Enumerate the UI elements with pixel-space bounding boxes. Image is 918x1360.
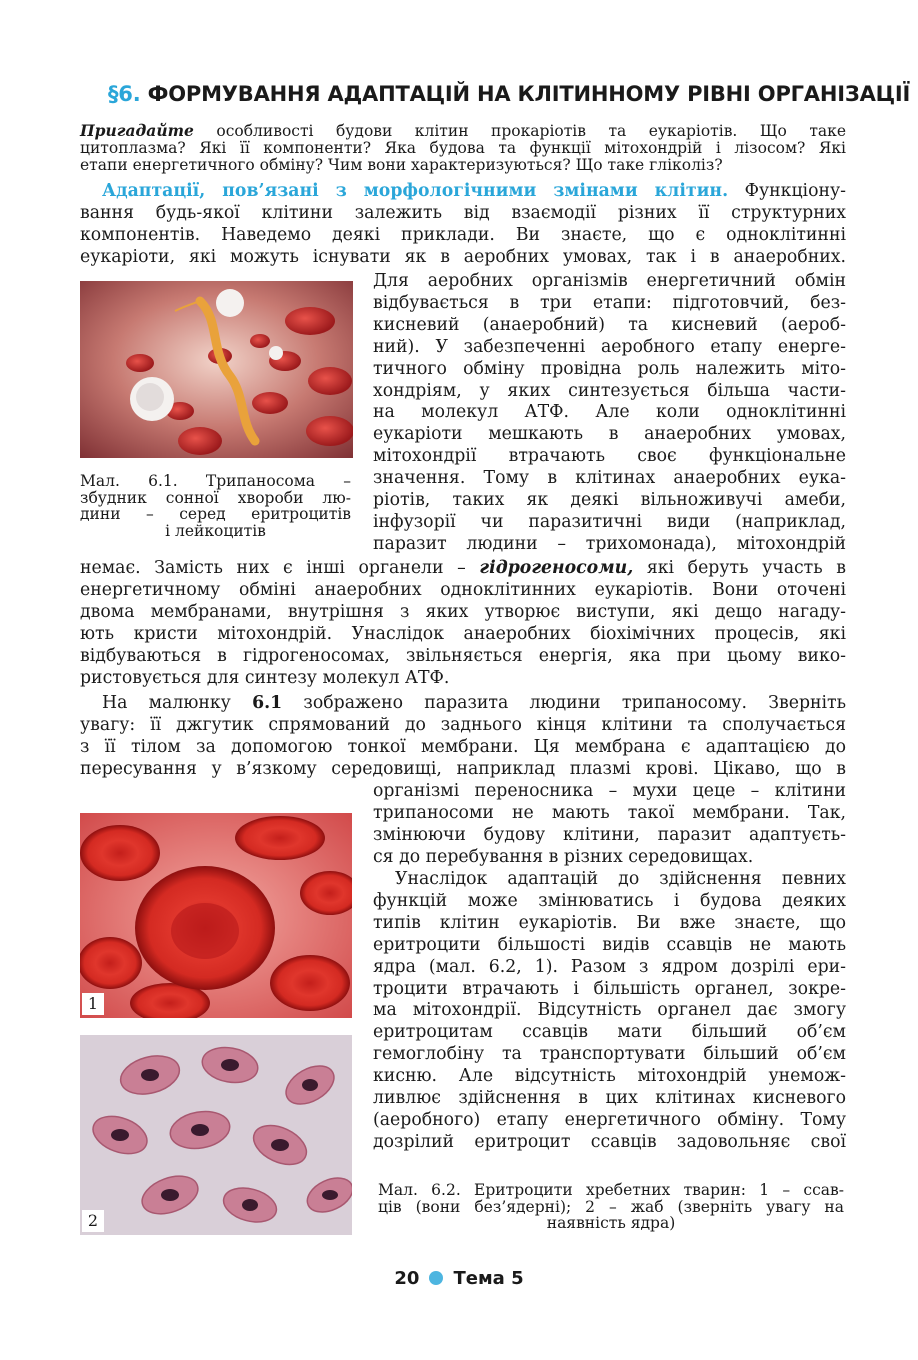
footer-bullet-icon <box>429 1271 443 1285</box>
section-heading <box>108 82 911 106</box>
topic-label: Тема 5 <box>453 1268 524 1289</box>
subheading: Адаптації, пов’язані з морфологічними змінами клітин. <box>102 181 729 201</box>
figure-6-1-trypanosoma-image <box>80 281 353 458</box>
paragraph-2: немає. Замість них є інші органели – гідрогеносоми, які беруть участь в енергетичному обміні анаеробних одноклітинних еукаріотів. Вони оточені двома мембранами, внутрішня з яких утворює виступи, які дещо нагаду- ють кристи мітохондрій. Унаслідок анаеробних біохімічних процесів, які відбуваються в гідрогеносомах, звільняється енергія, яка при цьому вико- ристовується для синтезу молекул АТФ. <box>80 558 846 688</box>
figure-6-2-frog-erythrocytes-image <box>80 1035 352 1235</box>
figure-ref-6-1: 6.1 <box>252 693 283 713</box>
recall-block <box>80 122 846 174</box>
section-title: ФОРМУВАННЯ АДАПТАЦІЙ НА КЛІТИННОМУ РІВНІ ОРГАНІЗАЦІЇ <box>147 82 911 106</box>
recall-line-3: етапи енергетичного обміну? Чим вони характеризуються? Що таке гліколіз? <box>80 156 723 174</box>
section-number: §6. <box>108 82 141 106</box>
figure-badge-1: 1 <box>82 993 104 1015</box>
recall-lead: Пригадайте <box>80 121 194 140</box>
recall-line-2: цитоплазма? Які її компоненти? Яка будова та функції мітохондрій і лізосом? Які <box>80 139 846 157</box>
column-text-2: організмі переносника – мухи цеце – клітини трипаносоми не мають такої мембрани. Так, змінюючи будову клітини, паразит адаптуєть- ся до перебування в різних середовищах. <box>373 781 846 867</box>
column-text-3: Унаслідок адаптацій до здійснення певних функцій може змінюватись і будова деяких типів клітин еукаріотів. Ви вже знаєте, що еритроцити більшості видів ссавців не мають ядра (мал. 6.2, 1). Разом з ядром дозрілі ери- троцити втрачають і більшість органел, зокре- ма мітохондрії. Відсутність органел дає змогу еритроцитам ссавців мати більший об’єм гемоглобіну та транспортувати більший об’єм кисню. Але відсутність мітохондрій унемож- ливлює здійснення в цих клітинах кисневого (аеробного) етапу енергетичного обміну. Тому дозрілий еритроцит ссавців задовольняє свої <box>373 869 846 1152</box>
figure-6-2-mammal-erythrocytes-image <box>80 813 352 1018</box>
paragraph-1: Адаптації, пов’язані з морфологічними змінами клітин. Функціону- вання будь-якої клітини залежить від взаємодії різних її структурних компонентів. Наведемо деякі приклади. Ви знаєте, що є одноклітинні еукаріоти, які можуть існувати як в аеробних умовах, так і в анаеробних. <box>80 181 847 267</box>
page-number: 20 <box>394 1268 420 1289</box>
column-text-1: Для аеробних організмів енергетичний обмін відбувається в три етапи: підготовчий, без- кисневий (анаеробний) та кисневий (аероб- ний). У забезпеченні аеробного етапу енерге- тичного обміну провідна роль належить міто- хондріям, у яких синтезується більша части- на молекул АТФ. Але коли одноклітинні еукаріоти мешкають в анаеробних умовах, мітохондрії втрачають своє функціональне значення. Тому в клітинах анаеробних еука- ріотів, таких як деякі вільноживучі амеби, інфузорії чи паразитичні види (наприклад, паразит людини – трихомонада), мітохондрій <box>373 271 846 554</box>
page-footer <box>0 1268 918 1289</box>
term-hydrogenosomes: гідрогеносоми, <box>479 558 634 578</box>
figure-badge-2: 2 <box>82 1210 104 1232</box>
figure-6-2-caption: Мал. 6.2. Еритроцити хребетних тварин: 1 – ссав- ців (вони без’ядерні); 2 – жаб (зверніть увагу на наявність ядра) <box>378 1181 844 1232</box>
paragraph-3: На малюнку 6.1 зображено паразита людини трипаносому. Зверніть увагу: її джгутик спрямований до заднього кінця клітини та сполучається з її тілом за допомогою тонкої мембрани. Ця мембрана є адаптацією до пересування у в’язкому середовищі, наприклад плазмі крові. Цікаво, що в <box>80 693 847 779</box>
figure-6-1-caption: Мал. 6.1. Трипаносома – збудник сонної хвороби лю- дини – серед еритроцитів і лейкоцитів <box>80 472 351 540</box>
recall-line-1: особливості будови клітин прокаріотів та еукаріотів. Що таке <box>216 122 846 140</box>
